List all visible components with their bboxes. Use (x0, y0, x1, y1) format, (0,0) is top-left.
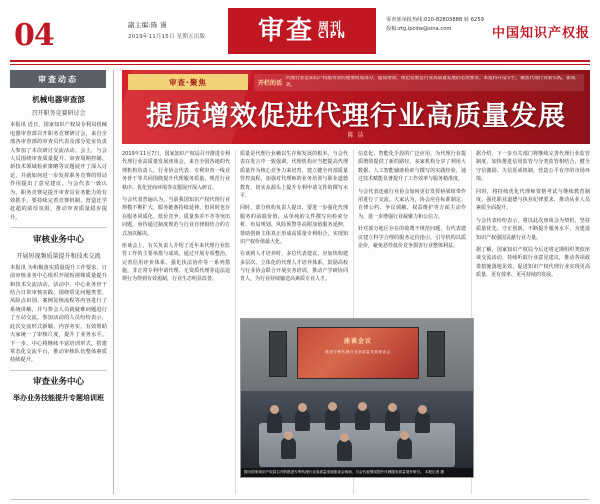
article-column-1 (122, 150, 230, 494)
sidebar-column (10, 70, 114, 494)
article-c2-p2: 同时，部分机构负责人提出，要进一步强化代理服务的前端价值，从单纯的文件撰写向检索分析、布局规划、风险预警等高附加值服务延伸，帮助创新主体真正形成高质量专利组合，实现知识产权价值最大化。 (240, 205, 348, 245)
article-c3-p3: 针对部分地区存在的收费不规范问题，有代表建议建立科学合理的服务定价指引，引导机构以质论价，避免恶性低价竞争损害行业整体利益。 (358, 226, 466, 249)
photo-speaker-left (269, 331, 287, 377)
article-c1-p1 (122, 150, 230, 192)
section-banner-label: 审查动态 (38, 74, 78, 84)
conference-photo (240, 318, 474, 478)
photo-person (385, 409, 400, 431)
editor-line: 副主编:陈 谨 (128, 21, 167, 29)
masthead-rule-thin (10, 64, 590, 65)
photo-projection-screen (297, 327, 419, 379)
masthead-rule (10, 60, 590, 62)
headline-lead-tag: 开栏的话 (258, 80, 283, 87)
article-dateline: 2019年11月7日， (122, 151, 165, 157)
publisher-name: 中国知识产权报 (491, 26, 590, 41)
page-number: 04 (14, 18, 54, 53)
article-c1-p2: 与会代表普遍认为，当前我国知识产权代理行业规模不断扩大，服务链条持续延伸，但同时也存在服务同质化、低价竞争、质量参差不齐等突出问题，亟待通过制度规范与行业自律相结合的方式加以解决。 (122, 196, 230, 237)
article-c1-p3: 座谈会上，有关负责人介绍了近年来代理行业监管工作的主要举措与成效。通过开展专项整治、完善信用评价体系、强化执法协作等一系列措施，非正常专利申请代理、无资质代理等违法违规行为得到有效遏制，行业生态明显改善。 (122, 242, 230, 283)
section-banner (10, 70, 106, 88)
sidebar-item-3-subtitle: 举办业务技能提升专题培训班 (13, 394, 104, 403)
article-c3-p1: 信息化、智能化手段的广泛应用，为代理行业提质增效提供了新的路径。多家机构分享了利用大数据、人工智能辅助检索与撰写的实践经验，通过技术赋能显著提升了工作效率与服务精准度。 (358, 151, 466, 183)
photo-person (267, 411, 282, 433)
sidebar-item-1-title: 机械电器审查部 (32, 95, 85, 104)
headline-lead-box (254, 74, 584, 91)
photo-person (281, 437, 296, 459)
article-c4-p1: 据介绍，下一步有关部门将继续完善代理行业监管制度，加快推进信用监管与分类监管相结合，健全守信激励、失信惩戒机制，营造公平有序的市场环境。 (476, 151, 590, 183)
photo-person (397, 437, 412, 459)
logo-main-text: 审查 (257, 16, 314, 46)
article-c2-p1: 质量是代理行业赖以生存和发展的根本。与会代表在发言中一致强调，代理机构应当把提高代理质量作为核心竞争力来培育，建立健全内部质量管控流程，加强对代理师的业务培训与职业道德教育，切实从源头上提升专利申请文件的撰写水平。 (240, 151, 348, 199)
photo-person (325, 408, 340, 430)
photo-caption: 图为国家知识产权局召开的推进专利代理行业高质量发展座谈会现场，与会代表围绕提升代理服务质量展开研讨。 本报记者 摄 (241, 468, 473, 477)
sidebar-item-1-subtitle: 召开职务竞赛研讨会 (31, 110, 86, 118)
footer-rule (10, 499, 590, 500)
article-body (122, 150, 590, 494)
headline-banner (122, 70, 590, 144)
photo-person (415, 411, 430, 433)
main-column (122, 70, 590, 494)
headline-lead-text: 代理行业是知识产权服务业的重要组成部分，提质增效、规范发展是行业高质量发展的必然要求。本报特开设专栏，聚焦代理行业新实践、新成效。 (286, 76, 576, 88)
page-title: 提质增效促进代理行业高质量发展 (146, 101, 566, 132)
photo-person (295, 409, 310, 431)
photo-screen-title: 座谈会议 (343, 338, 372, 345)
photo-image (241, 319, 473, 477)
logo-side-top: 周刊 (317, 19, 342, 33)
article-c1-p1-text: 国家知识产权局召开推进专利代理行业高质量发展座谈会，来自全国各地的代理机构负责人、行业协会代表、专利审查一线业务骨干等共同围绕提升代理服务质量、规范行业秩序、优化营商环境等议题展开深入研讨。 (122, 151, 230, 191)
photo-person (355, 408, 370, 430)
headline-kicker (128, 74, 248, 90)
logo-side (318, 21, 346, 42)
sidebar-item-1-body: 本报讯 近日，国家知识产权局专利局机械电器审查部召开职务竞赛研讨会，来自全部各审查部的审查员代表及部分处室负责人参加了本次研讨交流活动。会上，与会人员围绕审查质量提升、审查周期控制、新技术领域检索策略等议题展开了深入讨论，并就如何进一步发挥职务竞赛的带动作用提出了意见建议。与会代表一致认为，职务竞赛是提升审查员业务能力的有效抓手，要持续完善竞赛机制，营造比学赶超的浓厚氛围，推动审查质量稳步提升。 (10, 122, 107, 221)
sidebar-item-2-body: 本报讯 为积极落实质量提升工作要求，日前审核业务中心组织开展短视频质量提升和技术交流活动。活动中，中心业务骨干结合日常审核实践，围绕常见问题类型、风险点识别、案例复核流程等内容进行了系统讲解，并与参会人员就疑难问题进行了互动交流。参加活动的人员纷纷表示，此次交流形式新颖、内容务实，有效帮助大家统一了审核尺度，提升了业务水平。下一步，中心将继续丰富培训形式，搭建常态化交流平台，推动审核队伍整体素质持续提升。 (10, 264, 107, 364)
headline-kicker-label: 审查·聚焦 (169, 77, 207, 87)
newspaper-logo (228, 8, 376, 54)
photo-person (337, 439, 352, 461)
article-c4-p3: 与会代表纷纷表示，将以此次座谈会为契机，坚持质量优先、守正创新，不断提升服务水平，为建设知识产权强国贡献行业力量。 (476, 217, 590, 241)
page-body (10, 70, 590, 494)
column-divider-1 (235, 150, 236, 494)
contact-info (386, 16, 494, 34)
photo-speaker-right (427, 331, 445, 377)
contact-line-1: 零查部举报热线:010-82803888 转 6259 (386, 17, 484, 23)
masthead (0, 0, 600, 62)
photo-screen-subtitle: 推进专利代理行业高质量发展座谈会 (325, 350, 391, 354)
sidebar-item-2-title: 审核业务中心 (32, 234, 84, 245)
article-column-4 (476, 150, 590, 494)
byline: 陈 洁 (347, 132, 365, 139)
sidebar-divider-2 (10, 370, 107, 371)
logo-side-bottom: CIPN (317, 31, 347, 42)
sidebar-item-2-subtitle: 开展短视频质量提升和技术交流 (16, 252, 101, 260)
sidebar-item-3-title: 审查业务中心 (32, 377, 84, 388)
article-c4-p4: 据了解，国家知识产权局今后还将定期组织类似座谈交流活动，持续听取行业意见建议，推动各项政策措施落地见效，促进知识产权代理行业实现更高质量、更有效率、更可持续的发展。 (476, 246, 590, 279)
publication-date: 2019年11月15日 星期五出版 (128, 34, 206, 40)
article-c4-p2: 同时，将持续优化代理师资格考试与继续教育制度，强化职业道德与执业纪律要求，推动从业人员素质全面提升。 (476, 188, 590, 212)
article-c2-p3: 在谈到人才培养时，多位代表建议，应加快构建多层次、立体化的代理人才培养体系，鼓励高校与行业协会联合开展实务培训，推动产学研协同育人，为行业持续输送高素质专业人才。 (240, 251, 348, 283)
article-c3-p2: 与会代表还就行业协会如何更好发挥桥梁纽带作用进行了交流。大家认为，协会应在标准制定、自律公约、争议调解、权益维护等方面主动作为，进一步增强行业凝聚力和公信力。 (358, 188, 466, 220)
sidebar-divider-1 (10, 227, 107, 228)
contact-line-2: 投稿:ztg.ipcdw@sina.com (386, 25, 452, 32)
